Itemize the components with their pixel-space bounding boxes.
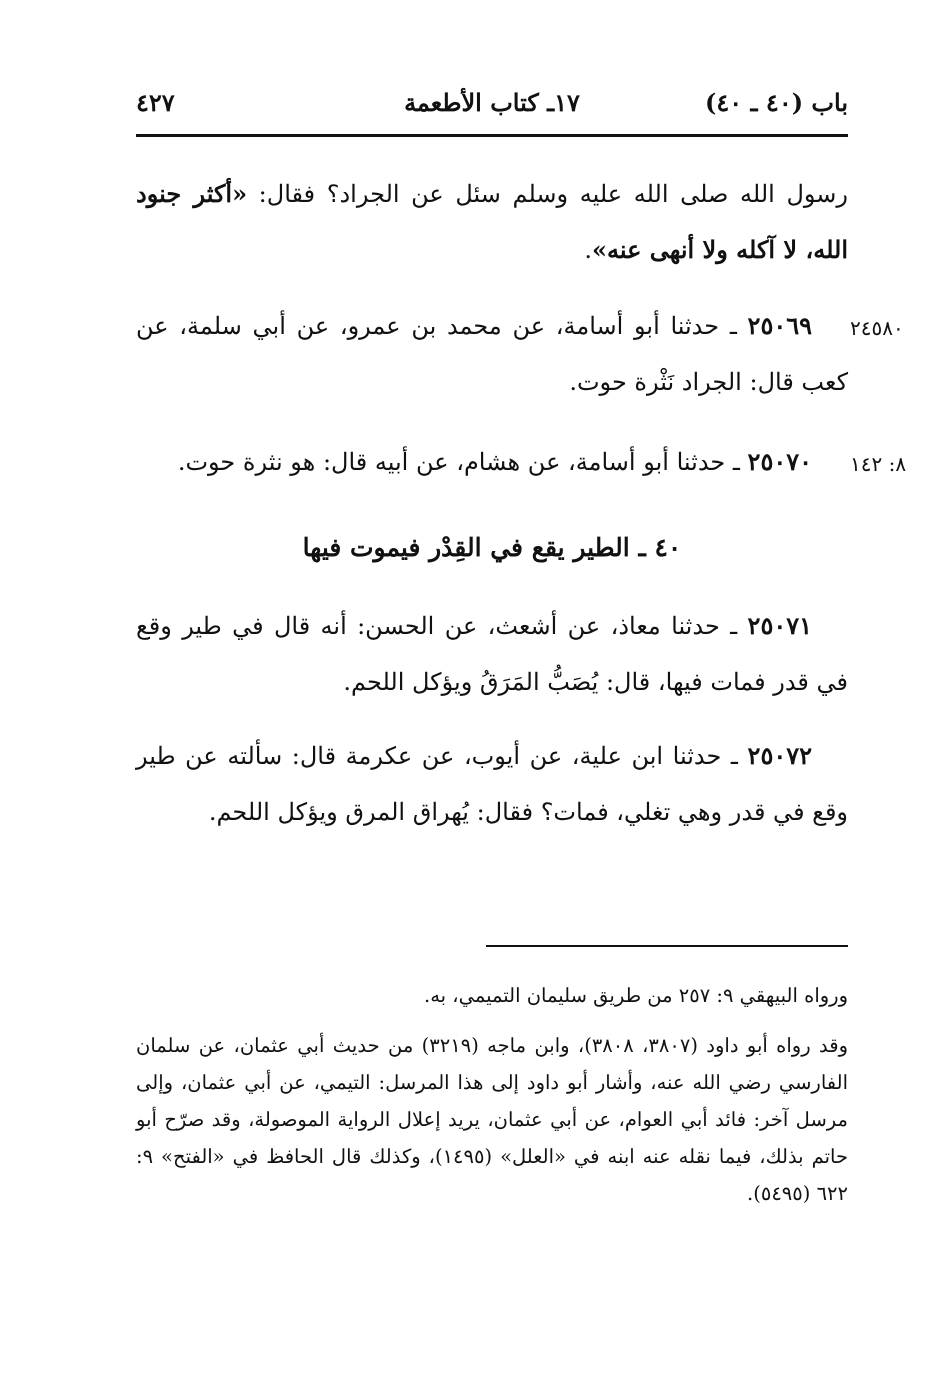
- margin-reference: ٢٤٥٨٠: [850, 316, 904, 340]
- margin-reference: ٨: ١٤٢: [850, 452, 907, 476]
- hadith-number: ٢٥٠٦٩: [747, 311, 812, 340]
- hadith-number: ٢٥٠٧٢: [747, 741, 812, 770]
- hadith-text: ـ حدثنا أبو أسامة، عن هشام، عن أبيه قال: هو نثرة حوت.: [177, 448, 748, 476]
- hadith-paragraph: [136, 434, 848, 490]
- hadith-paragraph: [136, 598, 848, 710]
- hadith-text: ـ حدثنا معاذ، عن أشعث، عن الحسن: أنه قال في طير وقع في قدر فمات فيها، قال: يُصَبُّ المَرَقُ ويؤكل اللحم.: [136, 612, 848, 696]
- footnote-line: ورواه البيهقي ٩: ٢٥٧ من طريق سليمان التميمي، به.: [424, 984, 848, 1007]
- hadith-paragraph: [136, 728, 848, 840]
- hadith-text: ـ حدثنا ابن علية، عن أيوب، عن عكرمة قال: سألته عن طير وقع في قدر وهي تغلي، فمات؟ فقال: يُهراق المرق ويؤكل اللحم.: [136, 742, 848, 826]
- paragraph-quote: «أكثر جنود الله، لا آكله ولا أنهى عنه»: [136, 179, 848, 264]
- footnote-rule: [486, 945, 848, 947]
- header-book-title: ١٧ـ كتاب الأطعمة: [404, 88, 580, 117]
- header-page-number: ٤٢٧: [136, 88, 175, 117]
- hadith-text: ـ حدثنا أبو أسامة، عن محمد بن عمرو، عن أبي سلمة، عن كعب قال: الجراد نَثْرة حوت.: [136, 312, 848, 396]
- header-rule: [136, 134, 848, 137]
- hadith-paragraph: [136, 298, 848, 410]
- header-chapter-ref: باب (٤٠ ـ ٤٠): [705, 88, 848, 117]
- hadith-number: ٢٥٠٧٠: [747, 447, 812, 476]
- paragraph-end: .: [584, 236, 592, 264]
- footnote-paragraph: وقد رواه أبو داود (٣٨٠٧، ٣٨٠٨)، وابن ماجه (٣٢١٩) من حديث أبي عثمان، عن سلمان الفارسي رضي الله عنه، وأشار أبو داود إلى هذا المرسل: التيمي، عن أبي عثمان، وإلى مرسل آخر: فائد أبي العوام، عن أبي عثمان، يريد إعلال الرواية الموصولة، وقد صرّح أبو حاتم بذلك، فيما نقله عنه ابنه في «العلل» (١٤٩٥)، وكذلك قال الحافظ في «الفتح» ٩: ٦٢٢ (٥٤٩٥).: [136, 1034, 849, 1205]
- page-header: [136, 88, 848, 128]
- hadith-number: ٢٥٠٧١: [747, 611, 812, 640]
- chapter-heading: ٤٠ ـ الطير يقع في القِدْر فيموت فيها: [302, 533, 682, 562]
- continuation-paragraph: [136, 166, 848, 278]
- paragraph-text: رسول الله صلى الله عليه وسلم سئل عن الجراد؟ فقال:: [247, 180, 848, 208]
